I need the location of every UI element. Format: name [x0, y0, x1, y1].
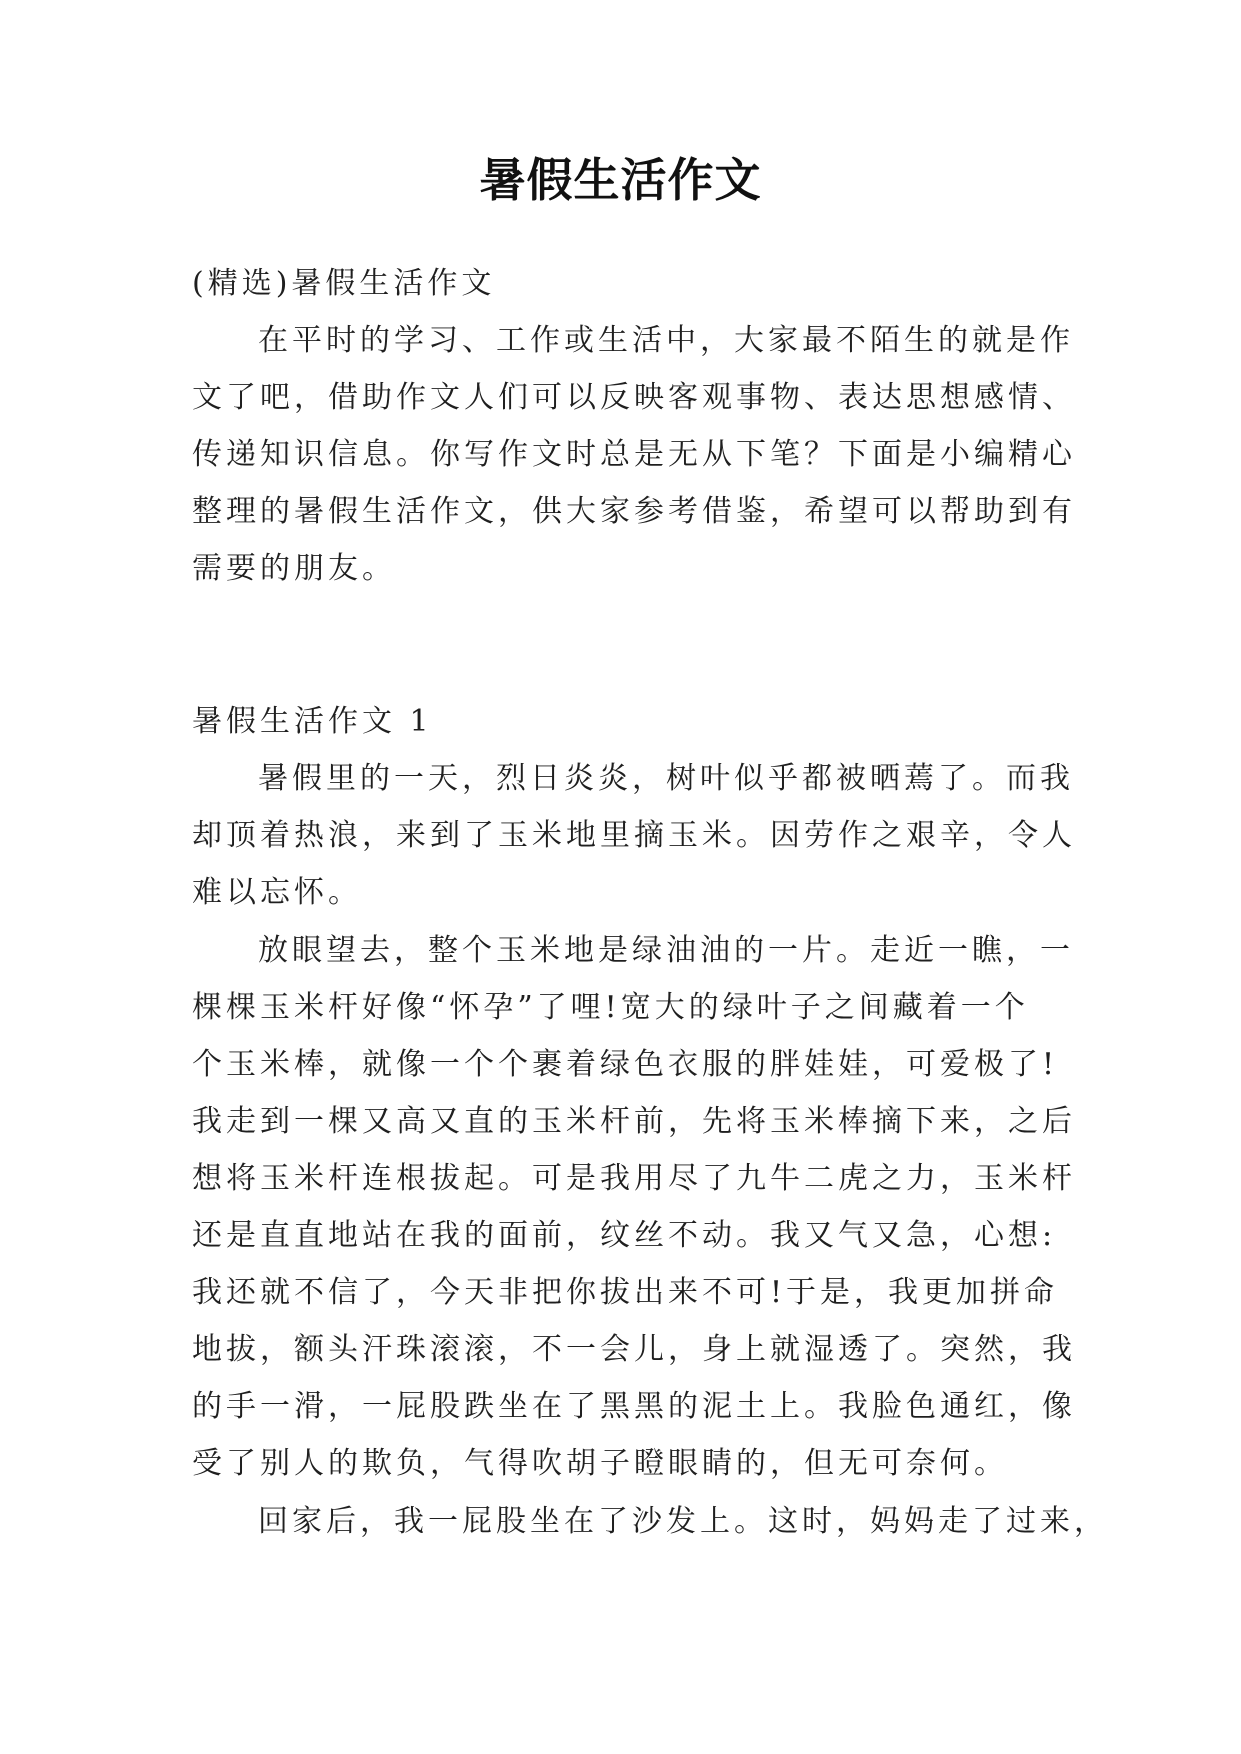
paragraph-line: 还是直直地站在我的面前，纹丝不动。我又气又急，心想: [192, 1218, 1057, 1253]
document-title: 暑假生活作文 [479, 153, 762, 207]
paragraph-line: 棵棵玉米杆好像“怀孕”了哩!宽大的绿叶子之间藏着一个 [192, 990, 1029, 1025]
section-heading: 暑假生活作文 1 [192, 704, 433, 739]
essay-paragraph-3 [192, 1493, 1108, 1550]
intro-line: 在平时的学习、工作或生活中，大家最不陌生的就是作 [258, 323, 1074, 358]
paragraph-line: 放眼望去，整个玉米地是绿油油的一片。走近一瞧，一 [258, 933, 1074, 968]
paragraph-line: 个玉米棒，就像一个个裹着绿色衣服的胖娃娃，可爱极了! [192, 1047, 1059, 1082]
paragraph-line: 地拔，额头汗珠滚滚，不一会儿，身上就湿透了。突然，我 [192, 1332, 1076, 1367]
intro-paragraph [192, 312, 1076, 597]
paragraph-line: 却顶着热浪，来到了玉米地里摘玉米。因劳作之艰辛，令人 [192, 818, 1076, 853]
document-subtitle-block [192, 255, 1060, 312]
paragraph-line: 的手一滑，一屁股跌坐在了黑黑的泥土上。我脸色通红，像 [192, 1389, 1076, 1424]
essay-paragraph-1 [192, 750, 1076, 921]
intro-line: 传递知识信息。你写作文时总是无从下笔？下面是小编精心 [192, 437, 1076, 472]
section-heading-block [192, 693, 1060, 750]
paragraph-line: 难以忘怀。 [192, 875, 362, 910]
intro-line: 整理的暑假生活作文，供大家参考借鉴，希望可以帮助到有 [192, 494, 1076, 529]
intro-line: 文了吧，借助作文人们可以反映客观事物、表达思想感情、 [192, 380, 1076, 415]
paragraph-line: 我还就不信了，今天非把你拔出来不可!于是，我更加拼命 [192, 1275, 1059, 1310]
document-subtitle: (精选)暑假生活作文 [192, 266, 496, 301]
essay-paragraph-2 [192, 922, 1076, 1492]
paragraph-line: 回家后，我一屁股坐在了沙发上。这时，妈妈走了过来， [258, 1504, 1108, 1539]
intro-line: 需要的朋友。 [192, 551, 396, 586]
paragraph-line: 我走到一棵又高又直的玉米杆前，先将玉米棒摘下来，之后 [192, 1104, 1076, 1139]
paragraph-line: 想将玉米杆连根拔起。可是我用尽了九牛二虎之力，玉米杆 [192, 1161, 1076, 1196]
paragraph-line: 受了别人的欺负，气得吹胡子瞪眼睛的，但无可奈何。 [192, 1446, 1008, 1481]
paragraph-line: 暑假里的一天，烈日炎炎，树叶似乎都被晒蔫了。而我 [258, 761, 1074, 796]
